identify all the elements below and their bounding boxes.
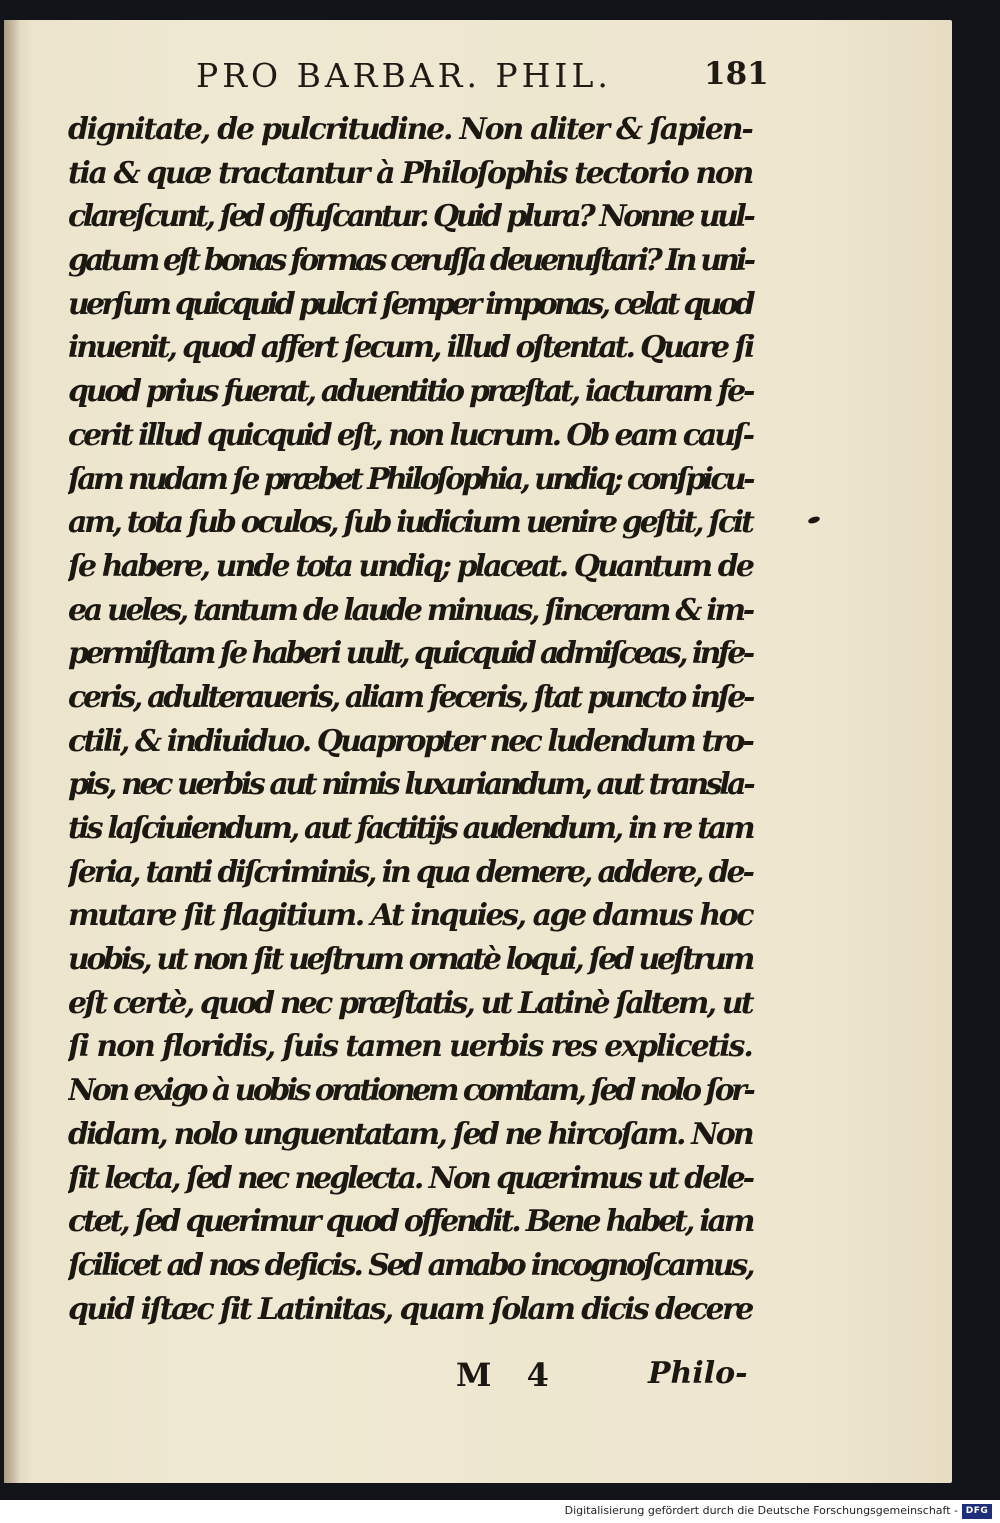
page-number: 181 <box>704 56 769 92</box>
funding-credit: Digitalisierung gefördert durch die Deutsche Forschungsgemeinschaft - <box>564 1504 958 1517</box>
text-line: tis laſciuiendum, aut factitijs audendum, in re tam <box>68 811 753 846</box>
text-line: ceris, adulteraueris, aliam feceris, ſtat puncto inſe- <box>68 679 753 715</box>
text-line: uerſum quicquid pulcri ſemper imponas, celat quod <box>68 286 752 322</box>
text-line: didam, nolo unguentatam, ſed ne hircoſam. Non <box>68 1116 752 1152</box>
text-line: permiſtam ſe haberi uult, quicquid admiſceas, infe- <box>68 636 752 672</box>
text-line: tia & quæ tractantur à Philoſophis tectorio non <box>68 155 752 191</box>
text-line: dignitate, de pulcritudine. Non aliter & ſapien- <box>68 112 752 147</box>
text-block <box>68 108 758 1331</box>
text-line: ctet, ſed querimur quod offendit. Bene habet, iam <box>68 1204 753 1240</box>
text-line: inuenit, quod affert ſecum, illud oſtentat. Quare ſi <box>68 330 753 366</box>
dfg-logo: DFG <box>962 1504 992 1519</box>
running-head <box>4 56 952 106</box>
text-line: ea ueles, tantum de laude minuas, ſinceram & im- <box>68 592 752 628</box>
text-line: gatum eſt bonas formas ceruſſa deuenuſtari? In uni- <box>68 243 753 279</box>
text-line: ſi non floridis, ſuis tamen uerbis res explicetis. <box>68 1029 752 1065</box>
text-line: eſt certè, quod nec præſtatis, ut Latinè ſaltem, ut <box>68 985 752 1021</box>
text-line: am, tota ſub oculos, ſub iudicium uenire geſtit, ſcit <box>68 505 752 541</box>
catchword: Philo- <box>648 1356 748 1391</box>
page-footer <box>4 1356 952 1406</box>
signature-mark: M 4 <box>456 1356 561 1394</box>
text-line: ſit lecta, ſed nec neglecta. Non quærimus ut dele- <box>68 1160 752 1196</box>
running-head-title: PRO BARBAR. PHIL. <box>196 56 612 95</box>
text-line: ſe habere, unde tota undiq; placeat. Quantum de <box>68 548 753 584</box>
text-line: ſam nudam ſe præbet Philoſophia, undiq; conſpicu- <box>68 461 752 497</box>
text-line: clareſcunt, ſed offuſcantur. Quid plura? Nonne uul- <box>68 199 753 235</box>
text-line: Non exigo à uobis orationem comtam, ſed nolo ſor- <box>68 1073 753 1109</box>
text-line: ſcilicet ad nos deficis. Sed amabo incognoſcamus, <box>68 1247 753 1283</box>
text-line: uobis, ut non ſit ueſtrum ornatè loqui, ſed ueſtrum <box>68 942 753 978</box>
text-line: quid iſtæc ſit Latinitas, quam ſolam dicis decere <box>68 1291 752 1327</box>
text-line: mutare ſit flagitium. At inquies, age damus hoc <box>68 898 753 934</box>
credit-bar <box>0 1500 1000 1523</box>
text-line: ſeria, tanti diſcriminis, in qua demere, addere, de- <box>68 854 752 890</box>
text-line: ctili, & indiuiduo. Quapropter nec ludendum tro- <box>68 723 753 759</box>
text-line: quod prius fuerat, aduentitio præſtat, iacturam fe- <box>68 374 753 410</box>
text-line: pis, nec uerbis aut nimis luxuriandum, aut transla- <box>68 767 753 803</box>
text-line: cerit illud quicquid eſt, non lucrum. Ob eam cauſ- <box>68 417 753 453</box>
book-page <box>4 20 952 1483</box>
